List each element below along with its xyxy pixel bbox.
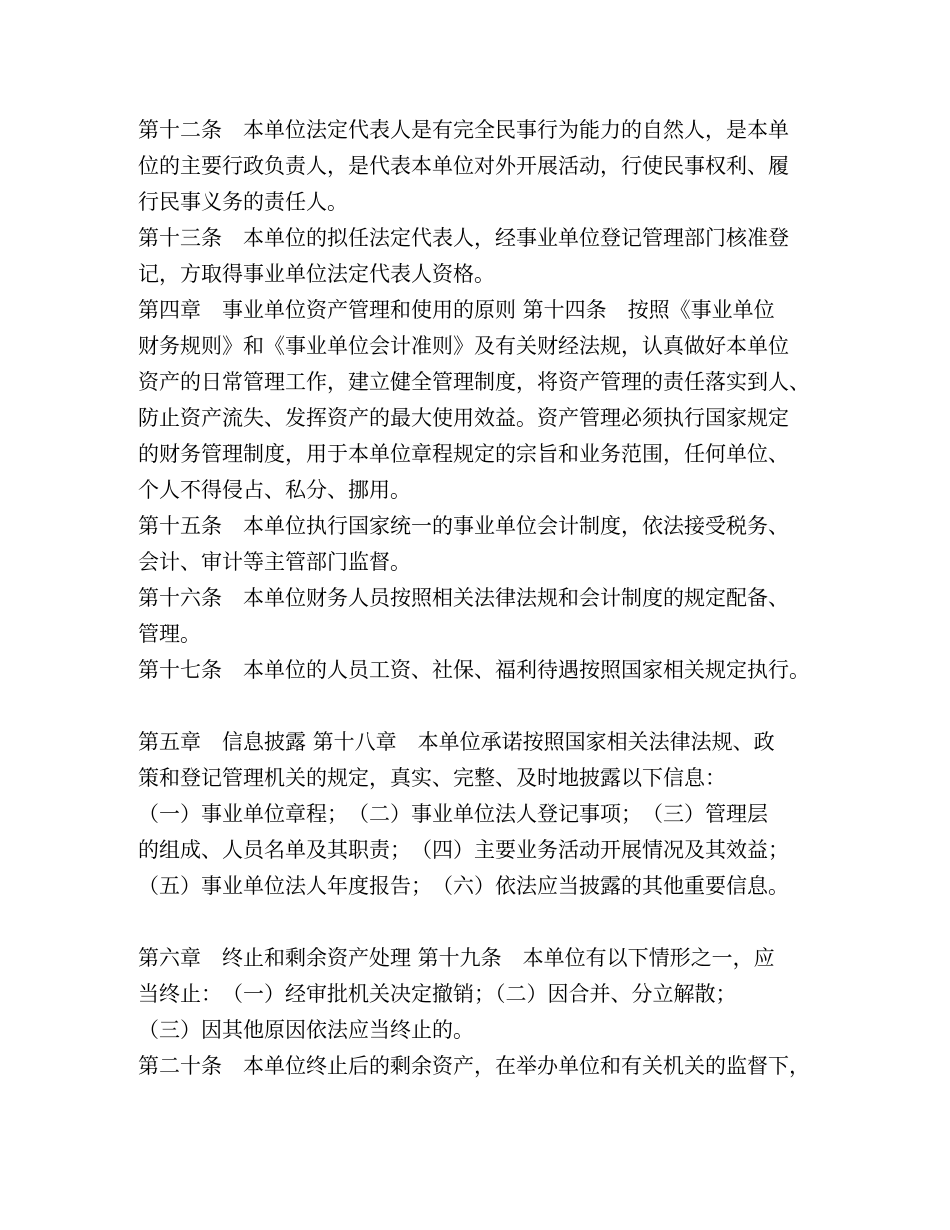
text-line: （三）因其他原因依法应当终止的。 bbox=[138, 1018, 474, 1042]
text-line: 第二十条 本单位终止后的剩余资产，在举办单位和有关机关的监督下， bbox=[138, 1054, 810, 1078]
text-line: 管理。 bbox=[138, 622, 201, 646]
text-line: 位的主要行政负责人，是代表本单位对外开展活动，行使民事权利、履 bbox=[138, 154, 789, 178]
text-line: 第五章 信息披露 第十八章 本单位承诺按照国家相关法律法规、政 bbox=[138, 730, 775, 754]
text-line: 记，方取得事业单位法定代表人资格。 bbox=[138, 262, 495, 286]
text-line: 的财务管理制度，用于本单位章程规定的宗旨和业务范围，任何单位、 bbox=[138, 442, 789, 466]
text-line: 第十三条 本单位的拟任法定代表人，经事业单位登记管理部门核准登 bbox=[138, 226, 789, 250]
text-line: 当终止： （一）经审批机关决定撤销；（二）因合并、分立解散； bbox=[138, 982, 737, 1006]
text-line: 资产的日常管理工作，建立健全管理制度，将资产管理的责任落实到人、 bbox=[138, 370, 810, 394]
text-line: （一）事业单位章程； （二）事业单位法人登记事项； （三）管理层 bbox=[138, 802, 768, 826]
text-line: 的组成、人员名单及其职责； （四）主要业务活动开展情况及其效益； bbox=[138, 838, 789, 862]
text-line: 会计、审计等主管部门监督。 bbox=[138, 550, 411, 574]
text-line: 第十七条 本单位的人员工资、社保、福利待遇按照国家相关规定执行。 bbox=[138, 658, 810, 682]
text-line: 个人不得侵占、私分、挪用。 bbox=[138, 478, 411, 502]
text-line: 防止资产流失、发挥资产的最大使用效益。资产管理必须执行国家规定 bbox=[138, 406, 789, 430]
text-line: 第十二条 本单位法定代表人是有完全民事行为能力的自然人，是本单 bbox=[138, 118, 789, 142]
text-line: 第四章 事业单位资产管理和使用的原则 第十四条 按照《事业单位 bbox=[138, 298, 775, 322]
text-line: 行民事义务的责任人。 bbox=[138, 190, 348, 214]
text-line: 第十五条 本单位执行国家统一的事业单位会计制度，依法接受税务、 bbox=[138, 514, 789, 538]
text-line: 第六章 终止和剩余资产处理 第十九条 本单位有以下情形之一，应 bbox=[138, 946, 775, 970]
text-line: （五）事业单位法人年度报告； （六）依法应当披露的其他重要信息。 bbox=[138, 874, 789, 898]
text-line: 策和登记管理机关的规定，真实、完整、及时地披露以下信息： bbox=[138, 766, 726, 790]
text-line: 财务规则》和《事业单位会计准则》及有关财经法规，认真做好本单位 bbox=[138, 334, 789, 358]
text-line: 第十六条 本单位财务人员按照相关法律法规和会计制度的规定配备、 bbox=[138, 586, 789, 610]
